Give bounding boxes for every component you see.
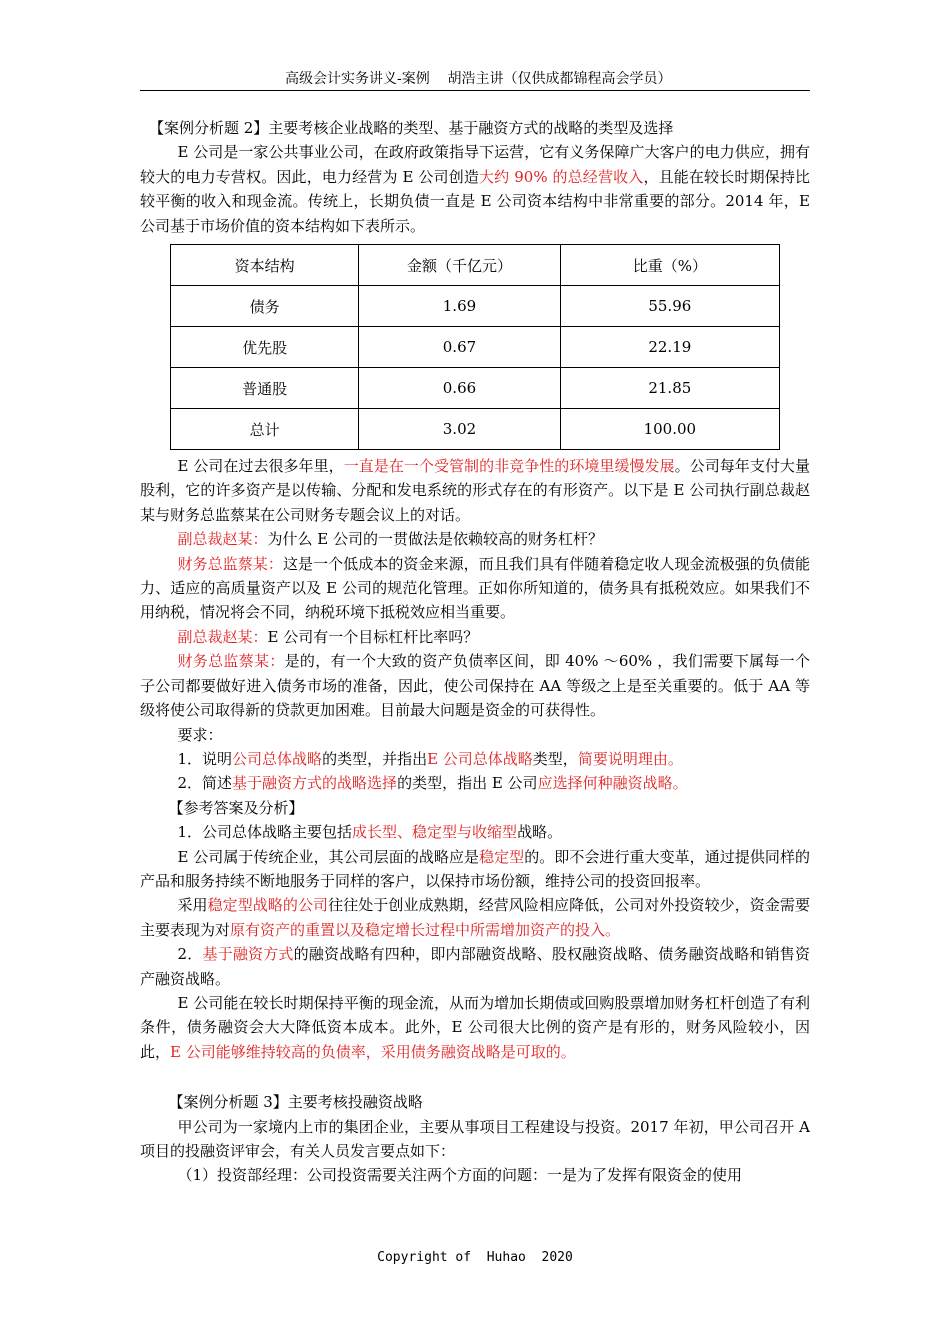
case3-paragraph-2: （1）投资部经理：公司投资需要关注两个方面的问题：一是为了发挥有限资金的使用	[177, 1166, 743, 1185]
table-header-row	[171, 245, 780, 286]
speaker-label: 副总裁赵某：	[177, 627, 268, 646]
page-footer: Copyright of Huhao 2020	[377, 1250, 573, 1265]
case2-title: 【案例分析题 2】主要考核企业战略的类型、基于融资方式的战略的类型及选择	[149, 119, 674, 137]
table-cell: 0.67	[359, 327, 560, 368]
header-text: 高级会计实务讲义-案例 胡浩主讲（仅供成都锦程高会学员）	[285, 71, 672, 87]
answer-paragraph: E 公司能在较长时期保持平衡的现金流，从而为增加长期债或回购股票增加财务杠杆创造了有利条件，债务融资会大大降低资本成本。此外，E 公司很大比例的资产是有形的，财务风险较小，因此，E 公司能够维持较高的负债率，采用债务融资战略是可取的。	[140, 993, 810, 1061]
table-cell: 22.19	[560, 327, 779, 368]
case3-title: 【案例分析题 3】主要考核投融资战略	[168, 1093, 423, 1112]
speaker-label: 财务总监蔡某：	[177, 554, 283, 573]
table-header-cell: 比重（%）	[560, 245, 779, 286]
table-cell: 21.85	[560, 368, 779, 409]
table-cell: 100.00	[560, 409, 779, 450]
table-cell: 55.96	[560, 286, 779, 327]
table-row	[171, 409, 780, 450]
answer-2: 2．基于融资方式的融资战略有四种，即内部融资战略、股权融资战略、债务融资战略和销售资产融资战略。	[140, 945, 810, 988]
answer-paragraph: E 公司属于传统企业，其公司层面的战略应是稳定型的。即不会进行重大变革，通过提供同样的产品和服务持续不断地服务于同样的客户，以保持市场份额，维持公司的投资回报率。	[140, 847, 810, 890]
table-cell: 1.69	[359, 286, 560, 327]
table-row	[171, 286, 780, 327]
answer-1: 1．公司总体战略主要包括成长型、稳定型与收缩型战略。	[177, 823, 563, 842]
section-gap	[140, 1064, 810, 1090]
table-row	[171, 327, 780, 368]
question-2: 2．简述基于融资方式的战略选择的类型，指出 E 公司应选择何种融资战略。	[177, 774, 688, 793]
answer-heading: 【参考答案及分析】	[168, 798, 304, 817]
table-header-cell: 资本结构	[171, 245, 359, 286]
requirements-label: 要求：	[177, 725, 223, 744]
document-body	[140, 116, 810, 1188]
table-row	[171, 368, 780, 409]
dialogue-line: 财务总监蔡某：这是一个低成本的资金来源，而且我们具有伴随着稳定收人现金流极强的负债能力、适应的高质量资产以及 E 公司的规范化管理。正如你所知道的，债务具有抵税效应。如果我们不用纳税，情况将会不同，纳税环境下抵税效应相当重要。	[140, 554, 810, 622]
question-1: 1．说明公司总体战略的类型，并指出E 公司总体战略类型，简要说明理由。	[177, 749, 683, 768]
speaker-label: 副总裁赵某：	[177, 530, 268, 549]
table-header-cell: 金额（千亿元）	[359, 245, 560, 286]
answer-paragraph: 采用稳定型战略的公司往往处于创业成熟期，经营风险相应降低，公司对外投资较少，资金需要主要表现为对原有资产的重置以及稳定增长过程中所需增加资产的投入。	[140, 896, 810, 939]
table-cell: 3.02	[359, 409, 560, 450]
table-cell: 债务	[171, 286, 359, 327]
page-header	[140, 66, 810, 91]
table-cell: 优先股	[171, 327, 359, 368]
table-cell: 普通股	[171, 368, 359, 409]
dialogue-line: 副总裁赵某：为什么 E 公司的一贯做法是依赖较高的财务杠杆？	[177, 530, 604, 549]
table-cell: 0.66	[359, 368, 560, 409]
dialogue-line: 财务总监蔡某：是的，有一个大致的资产负债率区间，即 40% ～60% ，我们需要下属每一个子公司都要做好进入债务市场的准备，因此，使公司保持在 AA 等级之上是至关重要的。低于 AA 等级将使公司取得新的贷款更加困难。目前最大问题是资金的可获得性。	[140, 652, 810, 720]
table-cell: 总计	[171, 409, 359, 450]
capital-structure-table	[170, 244, 780, 450]
highlight-revenue: 大约 90% 的总经营收入	[479, 167, 644, 186]
speaker-label: 财务总监蔡某：	[177, 652, 285, 671]
dialogue-line: 副总裁赵某：E 公司有一个目标杠杆比率吗？	[177, 627, 479, 646]
case2-paragraph-2: E 公司在过去很多年里，一直是在一个受管制的非竞争性的环境里缓慢发展。公司每年支付大量股利，它的许多资产是以传输、分配和发电系统的形式存在的有形资产。以下是 E 公司执行副总裁赵某与财务总监蔡某在公司财务专题会议上的对话。	[140, 457, 810, 524]
case3-paragraph-1: 甲公司为一家境内上市的集团企业，主要从事项目工程建设与投资。2017 年初，甲公司召开 A 项目的投融资评审会，有关人员发言要点如下：	[140, 1117, 810, 1160]
case2-paragraph-1: E 公司是一家公共事业公司，在政府政策指导下运营，它有义务保障广大客户的电力供应，拥有较大的电力专营权。因此，电力经营为 E 公司创造大约 90% 的总经营收入，且能在较长时期保持比较平衡的收入和现金流。传统上，长期负债一直是 E 公司资本结构中非常重要的部分。2014 年，E 公司基于市场价值的资本结构如下表所示。	[140, 143, 810, 235]
highlight-regulated: 一直是在一个受管制的非竞争性的环境里缓慢发展	[343, 457, 675, 476]
